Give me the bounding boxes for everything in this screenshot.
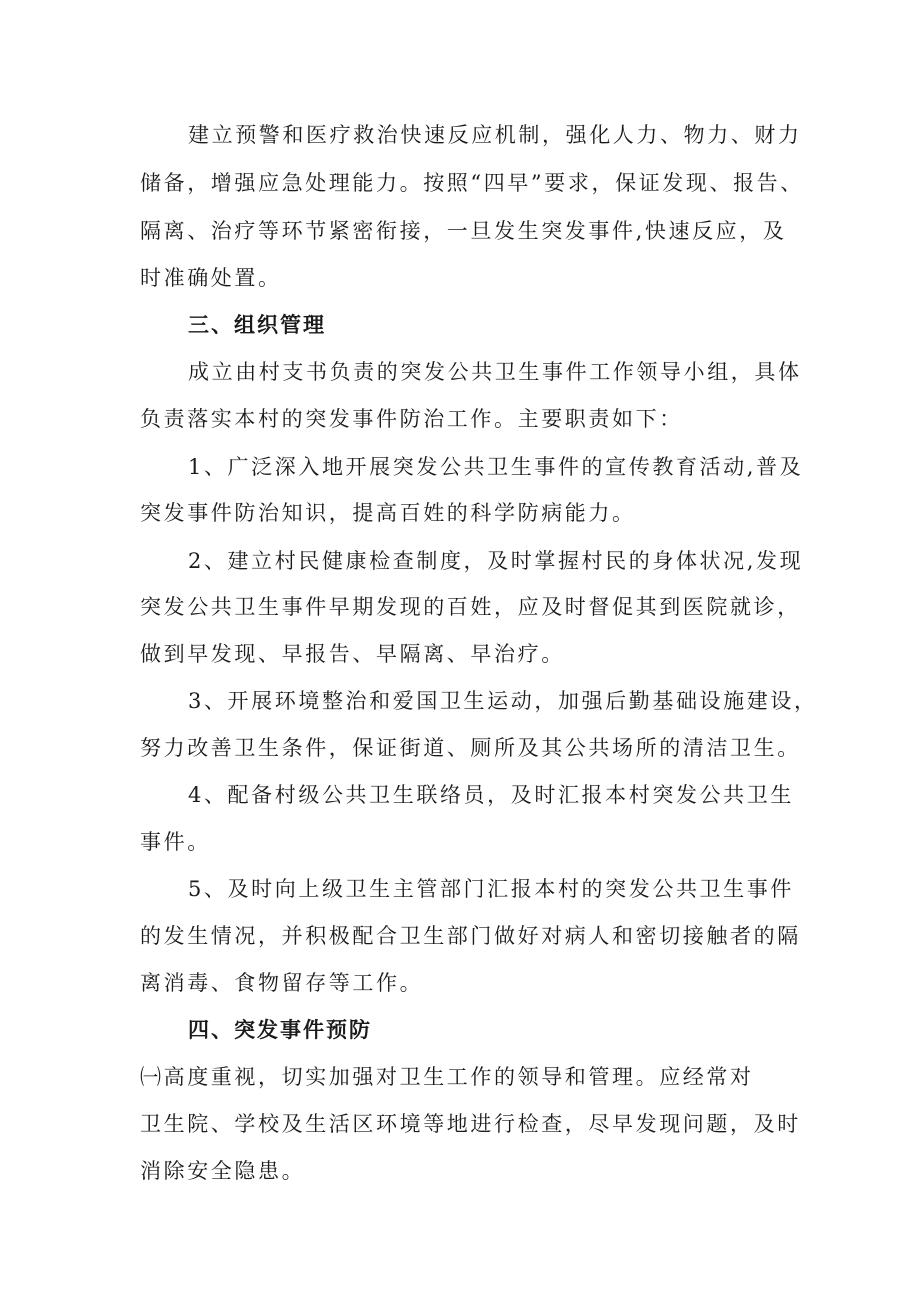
- text-line: 时准确处置。: [140, 266, 282, 290]
- text-line: 的发生情况，并积极配合卫生部门做好对病人和密切接触者的隔: [140, 924, 801, 948]
- list-item-text: 5、及时向上级卫生主管部门汇报本村的突发公共卫生事件: [188, 877, 794, 901]
- text-line: 突发公共卫生事件早期发现的百姓，应及时督促其到医院就诊，: [140, 595, 801, 619]
- list-item-text: 3、开展环境整治和爱国卫生运动，加强后勤基础设施建设，: [188, 689, 818, 713]
- section-heading: 四、突发事件预防: [188, 1018, 372, 1042]
- text-line: 离消毒、食物留存等工作。: [140, 971, 424, 995]
- text-line: 做到早发现、早报告、早隔离、早治疗。: [140, 642, 565, 666]
- text-line: 储备，增强应急处理能力。按照“四早”要求，保证发现、报告、: [140, 171, 804, 195]
- list-item-text: 2、建立村民健康检查制度，及时掌握村民的身体状况,发现: [188, 549, 804, 573]
- section-heading: 三、组织管理: [188, 313, 326, 337]
- text-line: 消除安全隐患。: [140, 1159, 306, 1183]
- text-line: 隔离、治疗等环节紧密衔接，一旦发生突发事件,快速反应，及: [140, 219, 787, 243]
- list-item-text: 4、配备村级公共卫生联络员，及时汇报本村突发公共卫生: [188, 783, 794, 807]
- text-line: 突发事件防治知识，提高百姓的科学防病能力。: [140, 501, 636, 525]
- text-line: 建立预警和医疗救治快速反应机制，强化人力、物力、财力: [188, 123, 802, 147]
- list-item-text: ㈠高度重视，切实加强对卫生工作的领导和管理。应经常对: [140, 1065, 754, 1089]
- text-line: 负责落实本村的突发事件防治工作。主要职责如下：: [140, 407, 683, 431]
- text-line: 努力改善卫生条件，保证街道、厕所及其公共场所的清洁卫生。: [140, 736, 801, 760]
- text-line: 事件。: [140, 830, 211, 854]
- text-line: 成立由村支书负责的突发公共卫生事件工作领导小组，具体: [188, 360, 802, 384]
- list-item-text: 1、广泛深入地开展突发公共卫生事件的宣传教育活动,普及: [188, 455, 804, 479]
- text-line: 卫生院、学校及生活区环境等地进行检查，尽早发现问题，及时: [140, 1112, 801, 1136]
